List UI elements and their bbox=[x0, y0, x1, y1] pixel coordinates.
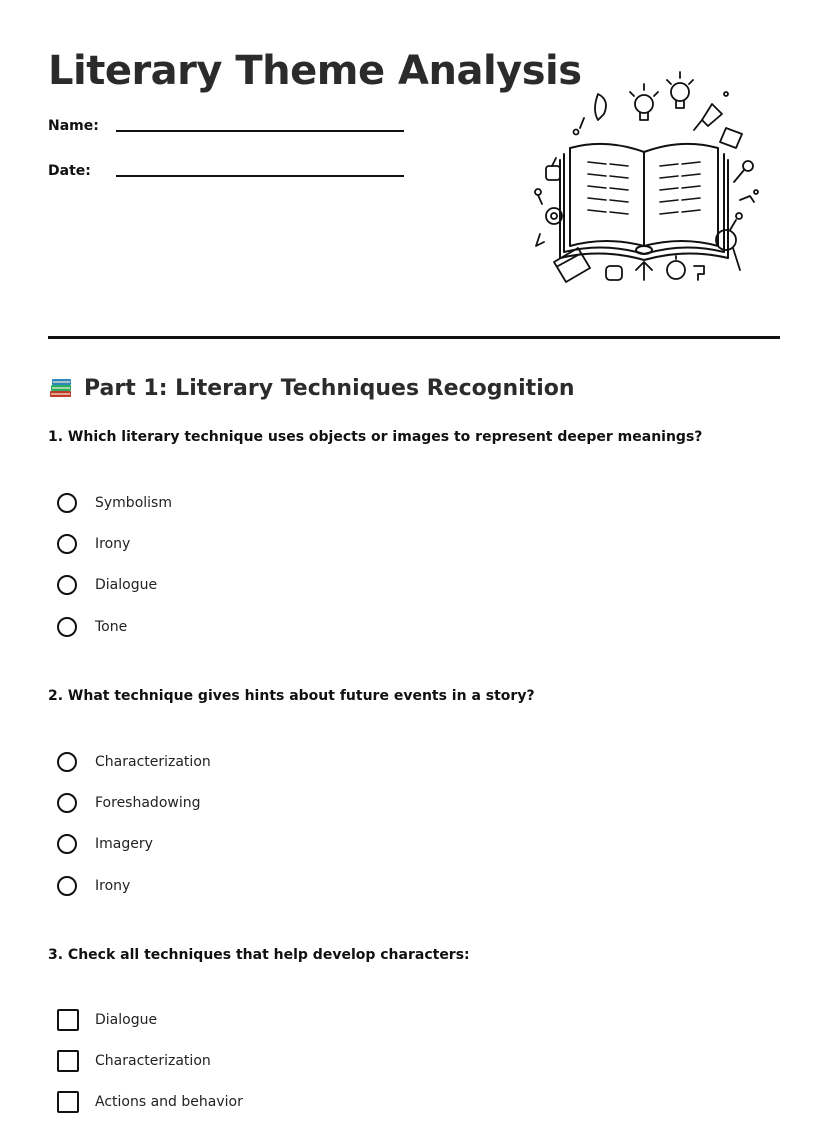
option-row[interactable] bbox=[57, 782, 211, 823]
section-divider bbox=[48, 336, 780, 339]
date-line[interactable] bbox=[116, 175, 404, 177]
part1-title bbox=[48, 375, 575, 401]
radio-button[interactable] bbox=[57, 876, 77, 896]
option-row[interactable] bbox=[57, 1040, 243, 1081]
option-label: Dialogue bbox=[95, 577, 158, 594]
option-label: Irony bbox=[95, 877, 131, 894]
part1-title-text: Part 1: Literary Techniques Recognition bbox=[84, 375, 575, 401]
books-icon bbox=[48, 375, 74, 401]
option-row[interactable] bbox=[57, 999, 243, 1040]
open-book-illustration bbox=[526, 70, 766, 292]
option-label: Characterization bbox=[95, 1053, 211, 1070]
option-row[interactable] bbox=[57, 865, 211, 906]
option-row[interactable] bbox=[57, 1082, 243, 1123]
option-row[interactable] bbox=[57, 565, 172, 606]
page-title: Literary Theme Analysis bbox=[48, 48, 582, 94]
option-row[interactable] bbox=[57, 606, 172, 647]
option-label: Foreshadowing bbox=[95, 795, 201, 812]
question-1: 1. Which literary technique uses objects or images to represent deeper meanings? bbox=[48, 429, 703, 445]
question-2: 2. What technique gives hints about future events in a story? bbox=[48, 688, 535, 704]
radio-button[interactable] bbox=[57, 534, 77, 554]
name-label: Name: bbox=[48, 118, 99, 134]
radio-button[interactable] bbox=[57, 752, 77, 772]
date-field[interactable] bbox=[48, 163, 91, 179]
radio-button[interactable] bbox=[57, 575, 77, 595]
option-label: Symbolism bbox=[95, 494, 172, 511]
checkbox[interactable] bbox=[57, 1091, 79, 1113]
checkbox[interactable] bbox=[57, 1009, 79, 1031]
question-3-options bbox=[57, 999, 243, 1123]
option-label: Characterization bbox=[95, 753, 211, 770]
question-2-options bbox=[57, 741, 211, 907]
name-line[interactable] bbox=[116, 130, 404, 132]
radio-button[interactable] bbox=[57, 834, 77, 854]
checkbox[interactable] bbox=[57, 1050, 79, 1072]
question-1-options bbox=[57, 482, 172, 648]
name-field[interactable] bbox=[48, 118, 99, 134]
radio-button[interactable] bbox=[57, 793, 77, 813]
option-label: Dialogue bbox=[95, 1011, 158, 1028]
option-row[interactable] bbox=[57, 741, 211, 782]
option-row[interactable] bbox=[57, 824, 211, 865]
date-label: Date: bbox=[48, 163, 91, 179]
option-label: Tone bbox=[95, 618, 128, 635]
option-label: Irony bbox=[95, 536, 131, 553]
question-3: 3. Check all techniques that help develop characters: bbox=[48, 947, 470, 963]
radio-button[interactable] bbox=[57, 493, 77, 513]
option-row[interactable] bbox=[57, 482, 172, 523]
option-row[interactable] bbox=[57, 523, 172, 564]
radio-button[interactable] bbox=[57, 617, 77, 637]
option-label: Imagery bbox=[95, 836, 153, 853]
option-label: Actions and behavior bbox=[95, 1094, 243, 1111]
